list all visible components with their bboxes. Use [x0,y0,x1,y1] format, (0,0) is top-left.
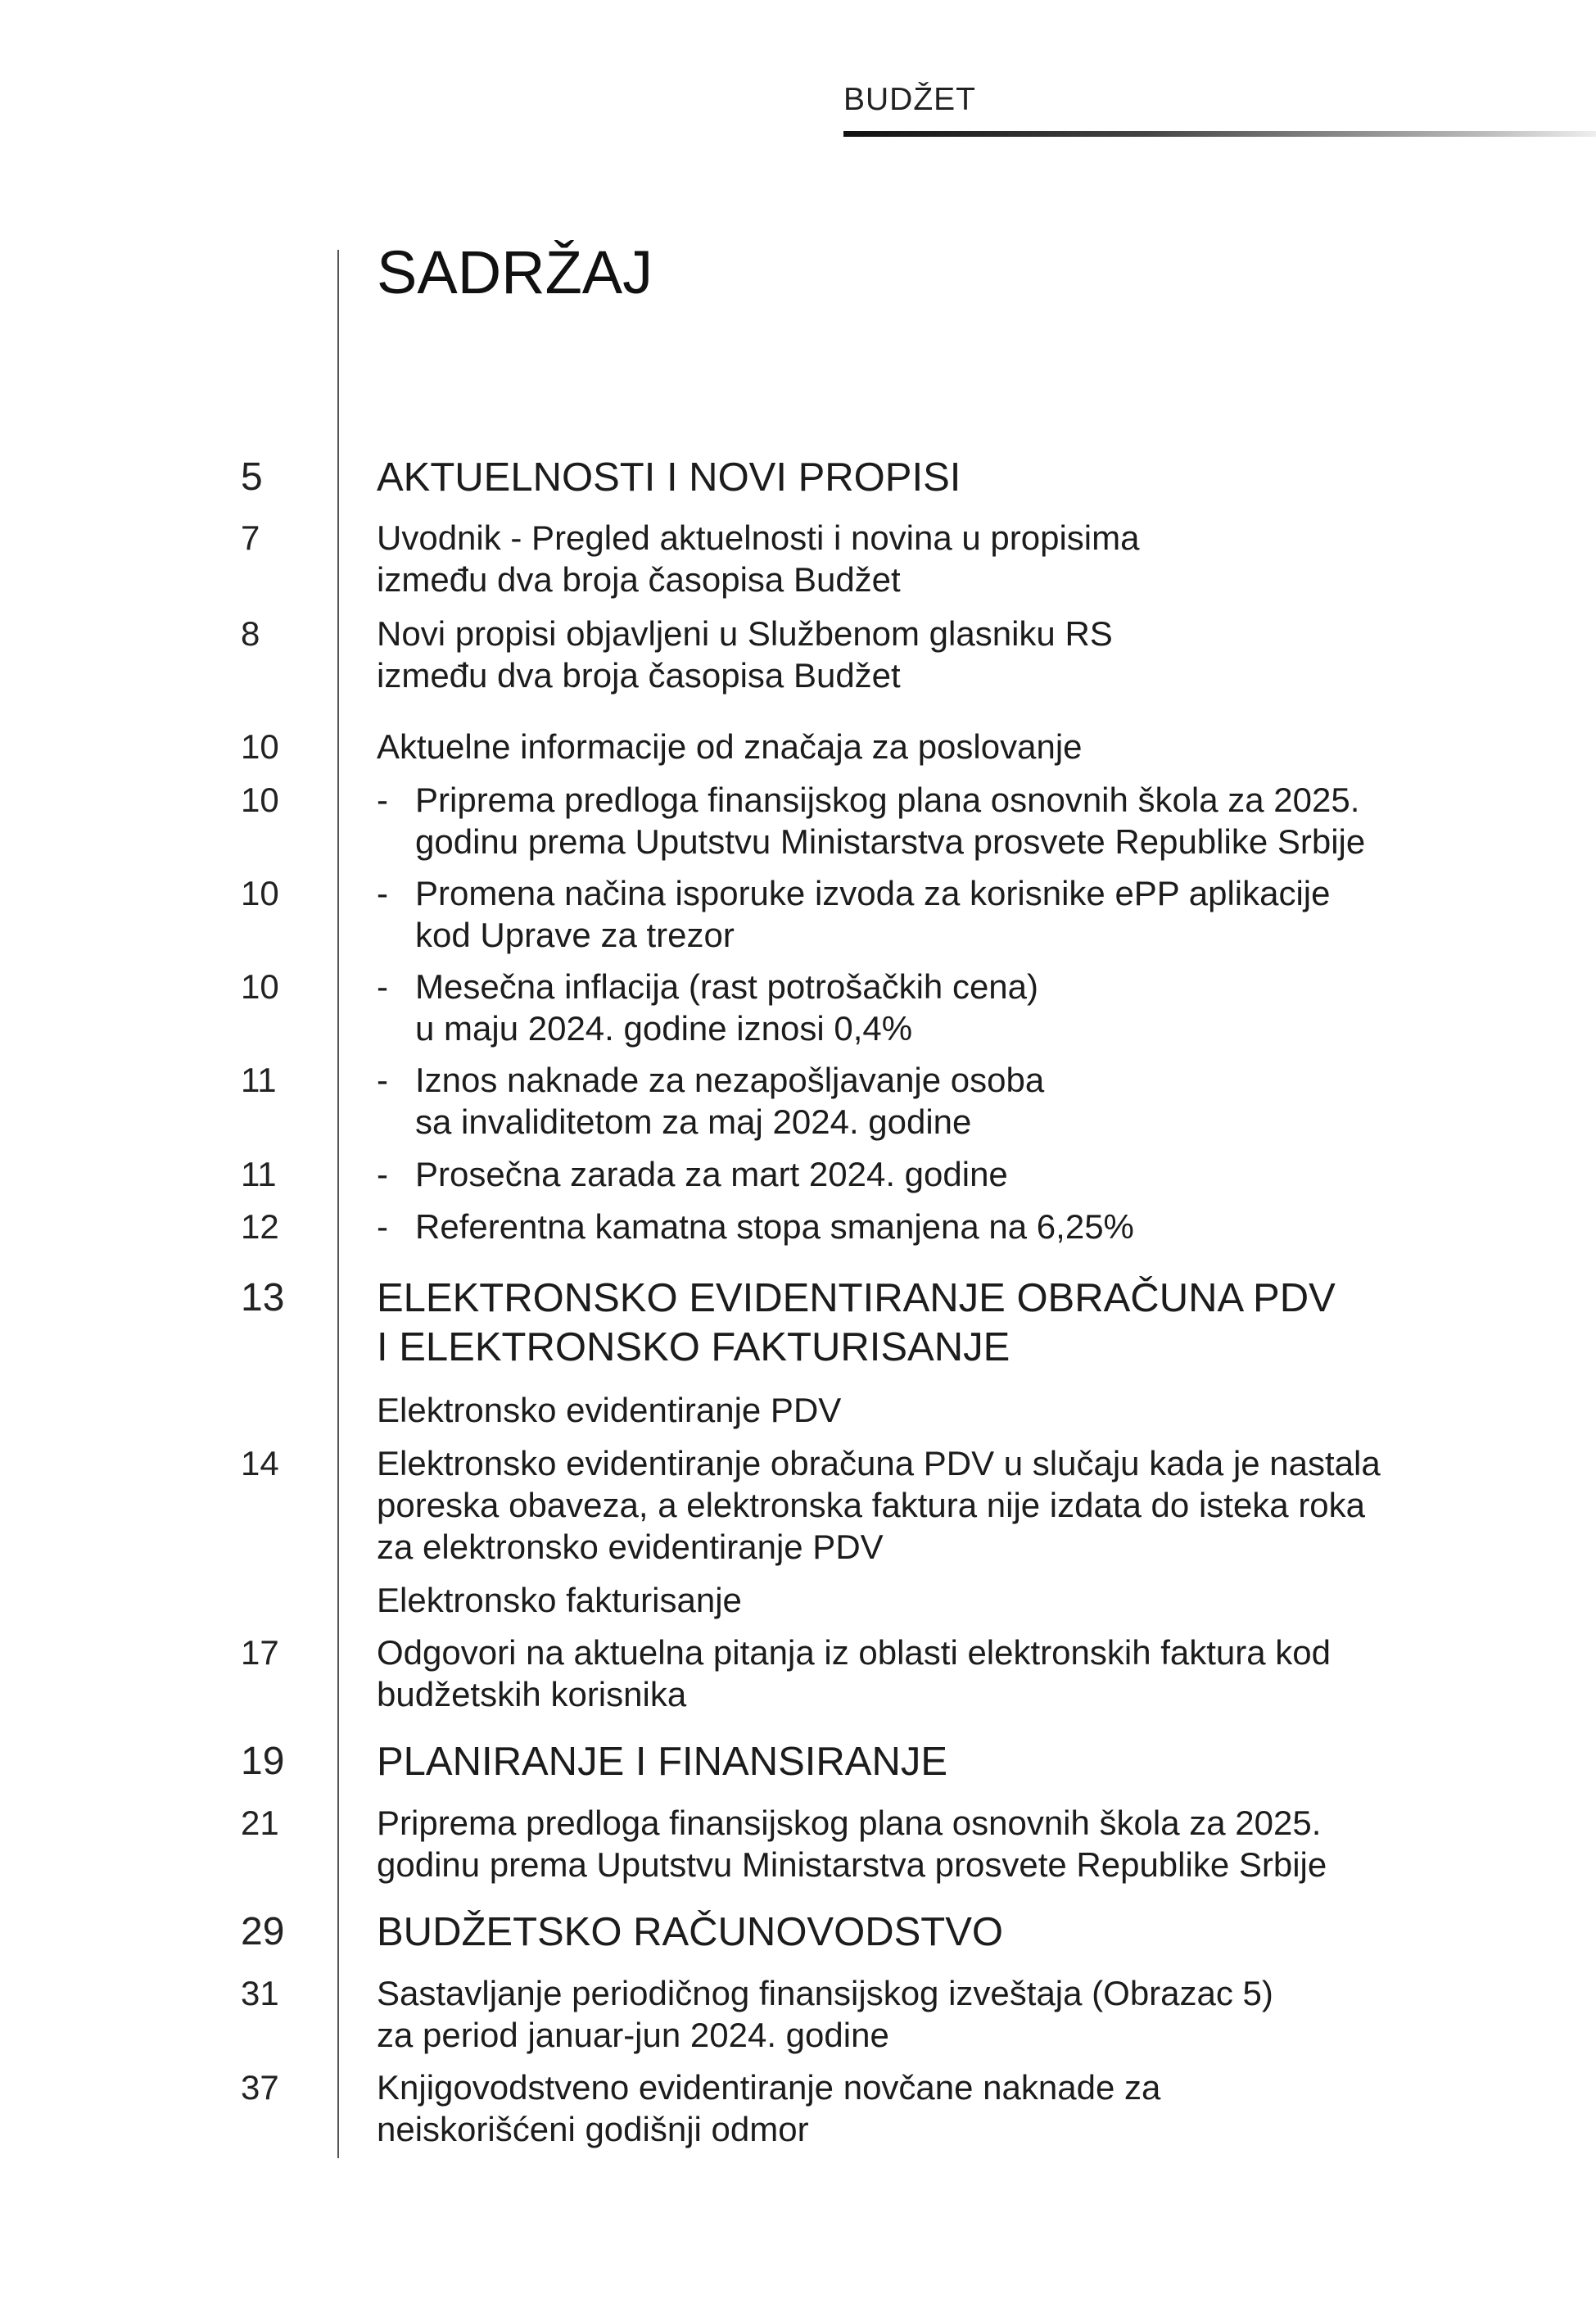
entry-title: Promena načina isporuke izvoda za korisnike ePP aplikacije kod Uprave za trezor [415,874,1331,954]
page-number: 10 [241,781,279,819]
page-number: 17 [241,1633,279,1672]
page-number: 5 [241,455,263,499]
page-number: 11 [241,1061,277,1099]
entry-title: Aktuelne informacije od značaja za poslovanje [377,727,1083,766]
page-number: 31 [241,1974,279,2012]
page-number: 21 [241,1804,279,1842]
bullet-dash: - [377,874,388,912]
entry-title: Mesečna inflacija (rast potrošačkih cena) u maju 2024. godine iznosi 0,4% [415,967,1039,1048]
entry-title: Priprema predloga finansijskog plana osnovnih škola za 2025. godinu prema Uputstvu Ministarstva prosvete Republike Srbije [415,781,1366,861]
bullet-dash: - [377,967,388,1006]
section-title: BUDŽETSKO RAČUNOVODSTVO [377,1910,1004,1954]
page-number: 37 [241,2068,279,2107]
entry-title: Novi propisi objavljeni u Službenom glasniku RS između dva broja časopisa Budžet [377,614,1113,695]
page-number: 10 [241,874,279,912]
page-title: SADRŽAJ [377,238,653,306]
vertical-divider [337,250,339,2158]
header-rule [843,131,1596,137]
entry-title: Elektronsko evidentiranje obračuna PDV u slučaju kada je nastala poreska obaveza, a elektronska faktura nije izdata do isteka roka za elektronsko evidentiranje PDV [377,1444,1381,1566]
entry-title: Referentna kamatna stopa smanjena na 6,25% [415,1207,1134,1246]
page-number: 10 [241,967,279,1006]
running-header: BUDŽET [843,82,976,117]
subheading: Elektronsko fakturisanje [377,1581,742,1619]
page-number: 12 [241,1207,279,1246]
page-number: 8 [241,614,260,653]
page-number: 10 [241,727,279,766]
entry-title: Odgovori na aktuelna pitanja iz oblasti elektronskih faktura kod budžetskih korisnika [377,1633,1332,1713]
subheading: Elektronsko evidentiranje PDV [377,1391,842,1429]
entry-title: Knjigovodstveno evidentiranje novčane naknade za neiskorišćeni godišnji odmor [377,2068,1161,2148]
page-number: 29 [241,1910,285,1953]
section-title: PLANIRANJE I FINANSIRANJE [377,1740,948,1784]
entry-title: Iznos naknade za nezapošljavanje osoba sa invaliditetom za maj 2024. godine [415,1061,1045,1141]
page-number: 19 [241,1740,285,1783]
entry-title: Prosečna zarada za mart 2024. godine [415,1155,1008,1193]
section-title: AKTUELNOSTI I NOVI PROPISI [377,455,961,500]
page-number: 7 [241,518,260,557]
entry-title: Priprema predloga finansijskog plana osnovnih škola za 2025. godinu prema Uputstvu Ministarstva prosvete Republike Srbije [377,1804,1327,1884]
entry-title: Sastavljanje periodičnog finansijskog izveštaja (Obrazac 5) za period januar-jun 2024. godine [377,1974,1273,2054]
page-number: 11 [241,1155,277,1193]
page-number: 14 [241,1444,279,1482]
section-title: ELEKTRONSKO EVIDENTIRANJE OBRAČUNA PDV I ELEKTRONSKO FAKTURISANJE [377,1276,1336,1369]
bullet-dash: - [377,1207,388,1246]
bullet-dash: - [377,1155,388,1193]
bullet-dash: - [377,1061,388,1099]
page-number: 13 [241,1276,285,1319]
bullet-dash: - [377,781,388,819]
entry-title: Uvodnik - Pregled aktuelnosti i novina u propisima između dva broja časopisa Budžet [377,518,1140,599]
